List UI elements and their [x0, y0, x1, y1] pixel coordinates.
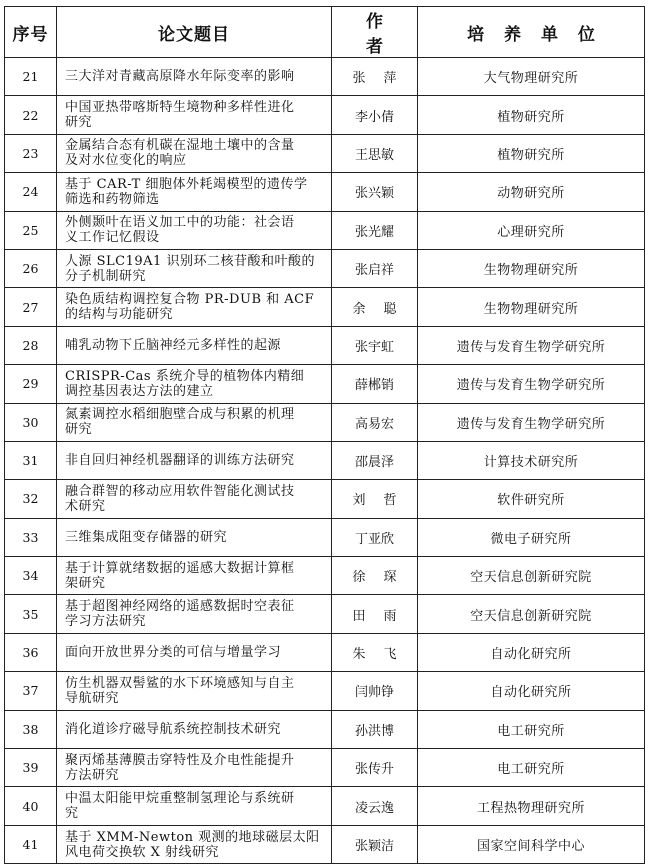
row-unit: 遗传与发育生物学研究所 [418, 365, 645, 403]
row-title: 消化道诊疗磁导航系统控制技术研究 [57, 710, 332, 748]
row-number: 34 [5, 557, 57, 595]
row-unit: 计算技术研究所 [418, 441, 645, 479]
row-number: 26 [5, 249, 57, 287]
row-unit: 软件研究所 [418, 480, 645, 518]
row-title: 基于 CAR-T 细胞体外耗竭模型的遗传学 筛选和药物筛选 [57, 173, 332, 211]
row-title: 融合群智的移动应用软件智能化测试技 术研究 [57, 480, 332, 518]
row-unit: 国家空间科学中心 [418, 825, 645, 863]
row-number: 31 [5, 441, 57, 479]
row-unit: 植物研究所 [418, 134, 645, 172]
row-author: 高易宏 [332, 403, 418, 441]
row-title: 面向开放世界分类的可信与增量学习 [57, 633, 332, 671]
table-row [5, 326, 645, 364]
row-title: CRISPR-Cas 系统介导的植物体内精细 调控基因表达方法的建立 [57, 365, 332, 403]
row-author: 凌云逸 [332, 787, 418, 825]
row-unit: 自动化研究所 [418, 633, 645, 671]
row-number: 38 [5, 710, 57, 748]
table-row [5, 365, 645, 403]
table-row [5, 672, 645, 710]
table-row [5, 825, 645, 863]
row-author: 张萍 [332, 58, 418, 96]
table-row [5, 441, 645, 479]
table-row [5, 749, 645, 787]
row-title: 金属结合态有机碳在湿地土壤中的含量 及对水位变化的响应 [57, 134, 332, 172]
table-row [5, 557, 645, 595]
row-number: 25 [5, 211, 57, 249]
row-number: 28 [5, 326, 57, 364]
row-number: 39 [5, 749, 57, 787]
table-row [5, 787, 645, 825]
row-number: 32 [5, 480, 57, 518]
row-author: 李小倩 [332, 96, 418, 134]
table-row [5, 595, 645, 633]
header-author: 作 者 [332, 7, 418, 58]
table-row [5, 173, 645, 211]
row-number: 33 [5, 518, 57, 556]
row-number: 35 [5, 595, 57, 633]
row-author: 田雨 [332, 595, 418, 633]
row-number: 30 [5, 403, 57, 441]
table-row [5, 96, 645, 134]
row-title: 基于超图神经网络的遥感数据时空表征 学习方法研究 [57, 595, 332, 633]
row-author: 薛郴销 [332, 365, 418, 403]
row-author: 张传升 [332, 749, 418, 787]
table-row [5, 134, 645, 172]
row-title: 人源 SLC19A1 识别环二核苷酸和叶酸的 分子机制研究 [57, 249, 332, 287]
row-unit: 大气物理研究所 [418, 58, 645, 96]
row-unit: 自动化研究所 [418, 672, 645, 710]
row-unit: 生物物理研究所 [418, 249, 645, 287]
row-unit: 电工研究所 [418, 749, 645, 787]
row-unit: 遗传与发育生物学研究所 [418, 403, 645, 441]
thesis-table [4, 6, 645, 864]
table-row [5, 710, 645, 748]
row-title: 聚丙烯基薄膜击穿特性及介电性能提升 方法研究 [57, 749, 332, 787]
table-body [5, 58, 645, 864]
row-unit: 动物研究所 [418, 173, 645, 211]
row-title: 染色质结构调控复合物 PR-DUB 和 ACF 的结构与功能研究 [57, 288, 332, 326]
row-unit: 植物研究所 [418, 96, 645, 134]
table-header-row [5, 7, 645, 58]
row-number: 23 [5, 134, 57, 172]
row-title: 氮素调控水稻细胞壁合成与积累的机理 研究 [57, 403, 332, 441]
table-row [5, 403, 645, 441]
row-author: 徐琛 [332, 557, 418, 595]
row-number: 36 [5, 633, 57, 671]
table-row [5, 480, 645, 518]
row-title: 三大洋对青藏高原降水年际变率的影响 [57, 58, 332, 96]
row-title: 中国亚热带喀斯特生境物种多样性进化 研究 [57, 96, 332, 134]
header-num: 序号 [5, 7, 57, 58]
row-title: 基于 XMM-Newton 观测的地球磁层太阳 风电荷交换软 X 射线研究 [57, 825, 332, 863]
row-unit: 微电子研究所 [418, 518, 645, 556]
table-row [5, 211, 645, 249]
row-unit: 生物物理研究所 [418, 288, 645, 326]
row-unit: 空天信息创新研究院 [418, 595, 645, 633]
row-number: 40 [5, 787, 57, 825]
row-title: 非自回归神经机器翻译的训练方法研究 [57, 441, 332, 479]
row-author: 余聪 [332, 288, 418, 326]
row-unit: 遗传与发育生物学研究所 [418, 326, 645, 364]
row-number: 37 [5, 672, 57, 710]
row-number: 21 [5, 58, 57, 96]
row-author: 张宇虹 [332, 326, 418, 364]
table-row [5, 58, 645, 96]
header-unit: 培 养 单 位 [418, 7, 645, 58]
row-author: 孙洪博 [332, 710, 418, 748]
row-title: 中温太阳能甲烷重整制氢理论与系统研 究 [57, 787, 332, 825]
table-row [5, 518, 645, 556]
row-number: 24 [5, 173, 57, 211]
row-number: 27 [5, 288, 57, 326]
row-title: 三维集成阻变存储器的研究 [57, 518, 332, 556]
row-title: 仿生机器双髻鲨的水下环境感知与自主 导航研究 [57, 672, 332, 710]
row-title: 哺乳动物下丘脑神经元多样性的起源 [57, 326, 332, 364]
row-title: 外侧颞叶在语义加工中的功能：社会语 义工作记忆假设 [57, 211, 332, 249]
row-author: 张颖洁 [332, 825, 418, 863]
row-unit: 电工研究所 [418, 710, 645, 748]
row-author: 丁亚欣 [332, 518, 418, 556]
row-author: 朱飞 [332, 633, 418, 671]
row-number: 29 [5, 365, 57, 403]
header-title: 论文题目 [57, 7, 332, 58]
table-row [5, 249, 645, 287]
row-author: 王思敏 [332, 134, 418, 172]
table-row [5, 288, 645, 326]
row-unit: 空天信息创新研究院 [418, 557, 645, 595]
row-unit: 心理研究所 [418, 211, 645, 249]
row-number: 22 [5, 96, 57, 134]
row-author: 张光耀 [332, 211, 418, 249]
table-row [5, 633, 645, 671]
row-author: 邵晨泽 [332, 441, 418, 479]
row-title: 基于计算就绪数据的遥感大数据计算框 架研究 [57, 557, 332, 595]
row-author: 张兴颖 [332, 173, 418, 211]
row-unit: 工程热物理研究所 [418, 787, 645, 825]
row-number: 41 [5, 825, 57, 863]
row-author: 张启祥 [332, 249, 418, 287]
row-author: 闫帅铮 [332, 672, 418, 710]
row-author: 刘哲 [332, 480, 418, 518]
